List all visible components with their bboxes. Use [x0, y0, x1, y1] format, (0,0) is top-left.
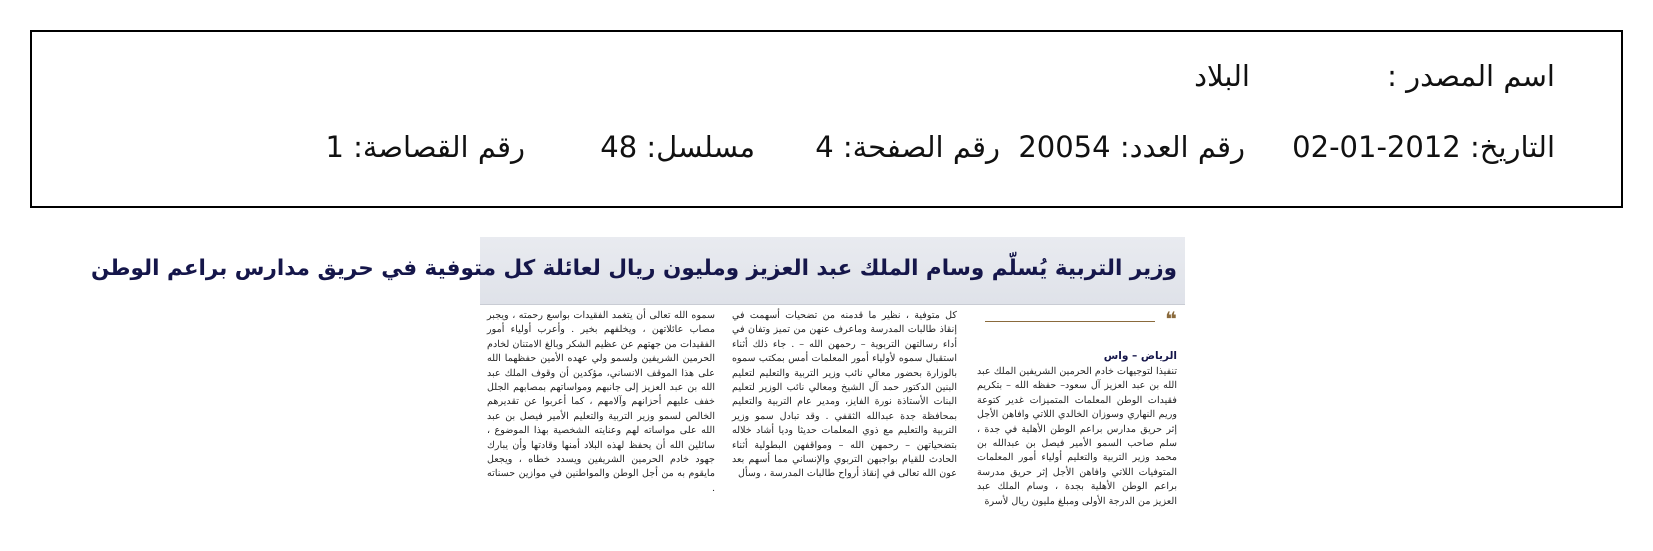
- issue-label: رقم العدد:: [1119, 130, 1245, 164]
- clip-number-field: [325, 127, 525, 167]
- serial-label: مسلسل:: [646, 130, 755, 164]
- serial-field: [600, 127, 755, 167]
- details-row: [75, 127, 1555, 167]
- source-row: [75, 56, 1555, 96]
- article-column-middle: [732, 309, 957, 535]
- issue-field: [1018, 127, 1245, 167]
- metadata-box: [30, 30, 1623, 208]
- article-headline: وزير التربية يُسلّم وسام الملك عبد العزيز ومليون ريال لعائلة كل متوفية في حريق مدارس براعم الوطن: [90, 256, 1177, 281]
- serial-value: 48: [600, 130, 638, 164]
- date-value: 2012-01-02: [1292, 130, 1461, 164]
- article-column-right: [977, 309, 1177, 535]
- headline-band: [90, 237, 1185, 305]
- newspaper-clipping: [90, 237, 1185, 538]
- page-value: 4: [815, 130, 834, 164]
- quote-icon: ❝: [1165, 307, 1177, 331]
- article-dateline: الرياض – واس: [1103, 350, 1177, 362]
- article-column-left: [487, 309, 715, 535]
- clip-number-value: 1: [325, 130, 344, 164]
- column-right-text: تنفيذا لتوجيهات خادم الحرمين الشريفين الملك عبد الله بن عبد العزيز آل سعود– حفظه الله – بتكريم فقيدات الوطن المعلمات المتميزات غدير كتوعة وريم النهاري وسوزان الخالدي اللاتي وافاهن الأجل إثر حريق مدارس براعم الوطن الأهلية في جدة ، سلم صاحب السمو الأمير فيصل بن عبدالله بن محمد وزير التربية والتعليم أولياء أمور المعلمات المتوفيات اللاتي وافاهن الأجل إثر حريق مدرسة براعم الوطن الأهلية بجدة ، وسام الملك عبد العزيز من الدرجة الأولى ومبلغ مليون ريال لأسرة: [977, 366, 1177, 507]
- source-value: البلاد: [1194, 59, 1250, 93]
- source-label: اسم المصدر :: [1387, 59, 1555, 93]
- page-label: رقم الصفحة:: [842, 130, 1000, 164]
- column-middle-text: كل متوفية ، نظير ما قدمنه من تضحيات أسهمت في إنقاذ طالبات المدرسة وماعرف عنهن من تميز وتفان في أداء رسالتهن التربوية – رحمهن الله – . جاء ذلك أثناء استقبال سموه لأولياء أمور المعلمات أمس بمكتب سموه بالوزارة بحضور معالي نائب وزير التربية والتعليم لتعليم البنين الدكتور حمد آل الشيخ ومعالي نائب الوزير لتعليم البنات الأستاذة نورة الفايز، ومدير عام التربية والتعليم بمحافظة جدة عبدالله الثقفي . وقد تبادل سمو وزير التربية والتعليم مع ذوي المعلمات حديثا وديا أشاد خلاله بتضحياتهن – رحمهن الله – ومواقفهن البطولية أثناء الحادث للقيام بواجبهن التربوي والإنساني مما أسهم بعد عون الله تعالى في إنقاذ أرواح طالبات المدرسة ، وسأل: [732, 310, 957, 480]
- page-field: [815, 127, 1000, 167]
- clip-number-label: رقم القصاصة:: [353, 130, 525, 164]
- date-label: التاريخ:: [1469, 130, 1555, 164]
- issue-value: 20054: [1018, 130, 1111, 164]
- date-field: [1292, 127, 1555, 167]
- column-left-text: سموه الله تعالى أن يتغمد الفقيدات بواسع رحمته ، ويجبر مصاب عائلاتهن ، ويخلفهم بخير . وأعرب أولياء أمور الفقيدات من جهتهم عن عظيم الشكر وبالغ الامتنان لخادم الحرمين الشريفين ولسمو ولي عهده الأمين حفظهما الله على هذا الموقف الانساني، مؤكدين أن وقوف الملك عبد الله بن عبد العزيز إلى جانبهم ومواساتهم بمصابهم الجلل خفف عليهم أحزانهم وآلامهم ، كما أعربوا عن تقديرهم الخالص لسمو وزير التربية والتعليم الأمير فيصل بن عبد الله على مواساته لهم وعنايته الشخصية بهذا الموضوع ، سائلين الله أن يحفظ لهذه البلاد أمنها وقادتها وأن يبارك جهود خادم الحرمين الشريفين ويسدد خطاه ، ويجعل مايقوم به من أجل الوطن والمواطنين في موازين حسناته .: [487, 310, 715, 494]
